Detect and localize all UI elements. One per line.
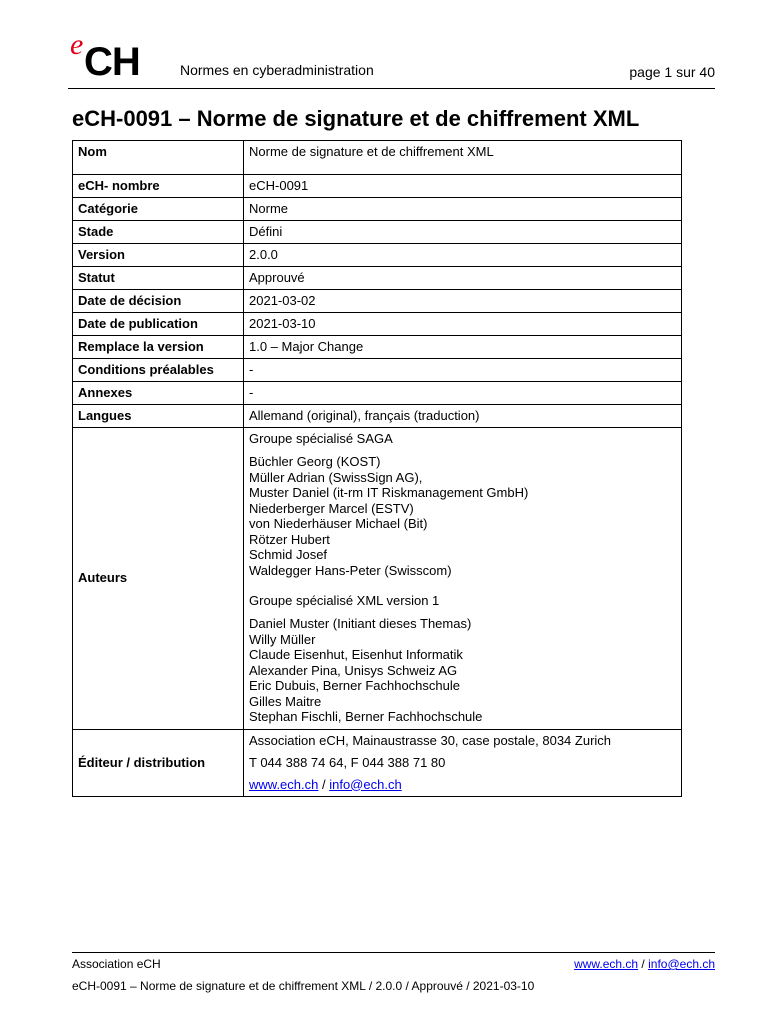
publisher-address: Association eCH, Mainaustrasse 30, case postale, 8034 Zurich — [249, 732, 612, 748]
table-row — [73, 244, 682, 267]
table-row — [73, 359, 682, 382]
row-value: Approuvé — [244, 267, 682, 290]
author-name: Muster Daniel (it-rm IT Riskmanagement GmbH) — [249, 485, 529, 500]
author-name: Müller Adrian (SwissSign AG), — [249, 469, 423, 485]
row-key: Statut — [73, 267, 244, 290]
table-row — [73, 336, 682, 359]
row-value: Allemand (original), français (traduction) — [244, 405, 682, 428]
author-name: Gilles Maitre — [249, 693, 322, 709]
publisher-links — [249, 778, 676, 792]
author-name: Claude Eisenhut, Eisenhut Informatik — [249, 647, 463, 662]
row-value: 2.0.0 — [244, 244, 682, 267]
author-name: Waldegger Hans-Peter (Swisscom) — [249, 562, 452, 578]
row-key: Conditions préalables — [73, 359, 244, 382]
table-row — [73, 141, 682, 175]
metadata-table-body — [73, 141, 682, 797]
document-title: eCH-0091 – Norme de signature et de chiffrement XML — [72, 106, 640, 131]
spacer — [249, 578, 676, 594]
author-name: Eric Dubuis, Berner Fachhochschule — [249, 678, 460, 693]
page-indicator: page 1 sur 40 — [629, 64, 715, 80]
author-name: Schmid Josef — [249, 547, 328, 562]
footer-association: Association eCH — [72, 957, 161, 971]
ech-logo-e: e — [70, 28, 84, 61]
row-value: 1.0 – Major Change — [244, 336, 682, 359]
link-separator: / — [318, 776, 330, 792]
table-row — [73, 382, 682, 405]
table-row — [73, 267, 682, 290]
footer-website-link[interactable]: www.ech.ch — [574, 957, 639, 971]
row-key: Nom — [73, 141, 244, 175]
header-subtitle: Normes en cyberadministration — [180, 62, 374, 78]
author-name: Willy Müller — [249, 631, 316, 647]
publisher-cell — [244, 729, 682, 796]
row-value: 2021-03-10 — [244, 313, 682, 336]
row-value: Norme de signature et de chiffrement XML — [244, 141, 682, 175]
table-row — [73, 221, 682, 244]
row-value: eCH-0091 — [244, 175, 682, 198]
author-group-title: Groupe spécialisé SAGA — [249, 431, 393, 446]
row-key: Éditeur / distribution — [73, 729, 244, 796]
row-key: Date de publication — [73, 313, 244, 336]
table-row — [73, 313, 682, 336]
row-key: eCH- nombre — [73, 175, 244, 198]
author-group-list — [249, 454, 676, 578]
row-key: Catégorie — [73, 198, 244, 221]
author-group-title: Groupe spécialisé XML version 1 — [249, 593, 440, 608]
row-value: 2021-03-02 — [244, 290, 682, 313]
metadata-table — [72, 140, 682, 797]
footer-document-info: eCH-0091 – Norme de signature et de chiffrement XML / 2.0.0 / Approuvé / 2021-03-10 — [72, 979, 535, 993]
footer-links — [574, 957, 715, 971]
row-value: - — [244, 359, 682, 382]
author-group-list — [249, 616, 676, 725]
publisher-phone: T 044 388 74 64, F 044 388 71 80 — [249, 754, 446, 770]
website-link[interactable]: www.ech.ch — [249, 776, 319, 792]
row-key: Stade — [73, 221, 244, 244]
row-value: Défini — [244, 221, 682, 244]
author-name: Büchler Georg (KOST) — [249, 454, 381, 469]
row-value: Norme — [244, 198, 682, 221]
table-row — [73, 198, 682, 221]
author-name: Daniel Muster (Initiant dieses Themas) — [249, 616, 472, 631]
row-key: Auteurs — [73, 428, 244, 730]
row-value: - — [244, 382, 682, 405]
author-name: Stephan Fischli, Berner Fachhochschule — [249, 709, 483, 724]
ech-logo-ch: CH — [84, 40, 140, 84]
table-row — [73, 405, 682, 428]
table-row-publisher — [73, 729, 682, 796]
author-name: Alexander Pina, Unisys Schweiz AG — [249, 662, 458, 678]
email-link[interactable]: info@ech.ch — [329, 776, 402, 792]
table-row-authors — [73, 428, 682, 730]
row-key: Remplace la version — [73, 336, 244, 359]
row-key: Version — [73, 244, 244, 267]
footer-email-link[interactable]: info@ech.ch — [648, 957, 715, 971]
author-name: Niederberger Marcel (ESTV) — [249, 500, 414, 516]
authors-cell — [244, 428, 682, 730]
table-row — [73, 290, 682, 313]
page-footer — [72, 952, 715, 993]
row-key: Date de décision — [73, 290, 244, 313]
author-name: von Niederhäuser Michael (Bit) — [249, 516, 428, 531]
row-key: Langues — [73, 405, 244, 428]
row-key: Annexes — [73, 382, 244, 405]
footer-link-separator: / — [638, 957, 649, 971]
page-header — [68, 30, 715, 89]
author-name: Rötzer Hubert — [249, 531, 330, 547]
table-row — [73, 175, 682, 198]
